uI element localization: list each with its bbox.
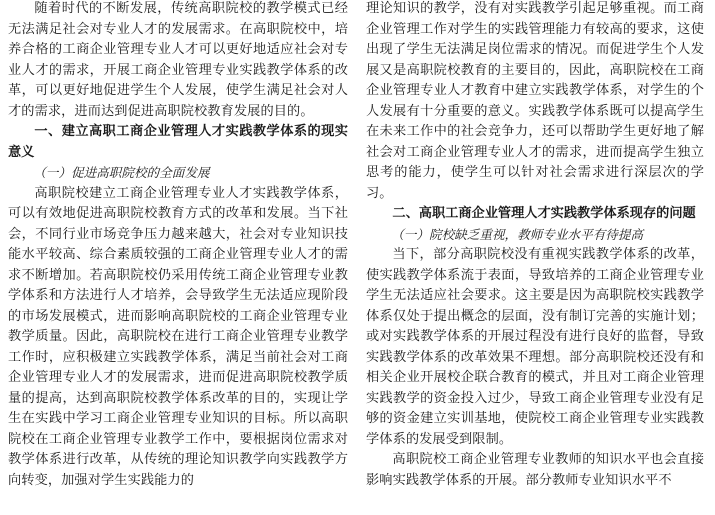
section-heading-1: 一、建立高职工商企业管理人才实践教学体系的现实意义 <box>8 124 348 160</box>
left-column <box>8 0 348 491</box>
subsection-paragraph-1-1: 高职院校建立工商企业管理专业人才实践教学体系，可以有效地促进高职院校教育方式的改革和发展。当下社会，不同行业市场竞争压力越来越大，社会对专业知识技能水平较高、综合素质较强的工商企业管理专业人才的需求不断增加。若高职院校仍采用传统工商企业管理专业教学体系和方法进行人才培养，会导致学生无法适应现阶段的市场发展模式，进而影响高职院校的工商企业管理专业教学质量。因此，高职院校在进行工商企业管理专业教学工作时，应积极建立实践教学体系，满足当前社会对工商企业管理专业人才的发展需求，进而促进高职院校教学质量的提高，达到高职院校教学体系改革的目的，实现让学生在实践中学习工商企业管理专业知识的目标。所以高职院校在工商企业管理专业教学工作中，要根据岗位需求对教学体系进行改革，从传统的理论知识教学向实践教学方向转变，加强对学生实践能力的 <box>8 185 348 488</box>
section-heading-2: 二、高职工商企业管理人才实践教学体系现存的问题 <box>392 206 696 221</box>
right-column <box>366 0 704 491</box>
subsection-heading-1-1: （一）促进高职院校的全面发展 <box>33 165 210 180</box>
trailing-paragraph: 高职院校工商企业管理专业教师的知识水平也会直接影响实践教学体系的开展。部分教师专业知识水平不 <box>366 452 704 488</box>
intro-paragraph: 随着时代的不断发展，传统高职院校的教学模式已经无法满足社会对专业人才的发展需求。在高职院校中，培养合格的工商企业管理专业人才可以更好地适应社会对专业人才的需求，开展工商企业管理专业实践教学体系的改革，可以更好地促进学生个人发展，使学生满足社会对人才的需求，进而达到促进高职院校教育发展的目的。 <box>8 1 348 119</box>
subsection-heading-2-1: （一）院校缺乏重视，教师专业水平有待提高 <box>391 226 644 242</box>
subsection-paragraph-2-1: 当下，部分高职院校没有重视实践教学体系的改革，使实践教学体系流于表面，导致培养的工商企业管理专业学生无法适应社会要求。这主要是因为高职院校实践教学体系仅处于提出概念的层面，没有制订完善的实施计划；或对实践教学体系的开展过程没有进行良好的监督，导致实践教学体系的改革效果不理想。部分高职院校还没有和相关企业开展校企联合教育的模式，并且对工商企业管理实践教学的资金投入过少，导致工商企业管理专业没有足够的资金建立实训基地，使院校工商企业管理专业实践教学体系的发展受到限制。 <box>366 247 704 447</box>
continued-paragraph: 理论知识的教学，没有对实践教学引起足够重视。而工商企业管理工作对学生的实践管理能力有较高的要求，这使出现了学生无法满足岗位需求的情况。而促进学生个人发展又是高职院校教育的主要目的，因此，高职院校在工商企业管理专业人才教育中建立实践教学体系，对学生的个人发展有十分重要的意义。实践教学体系既可以提高学生在未来工作中的社会竞争力，还可以帮助学生更好地了解社会对工商企业管理专业人才的需求，进而提高学生独立思考的能力，使学生可以针对社会需求进行深层次的学习。 <box>366 1 704 201</box>
